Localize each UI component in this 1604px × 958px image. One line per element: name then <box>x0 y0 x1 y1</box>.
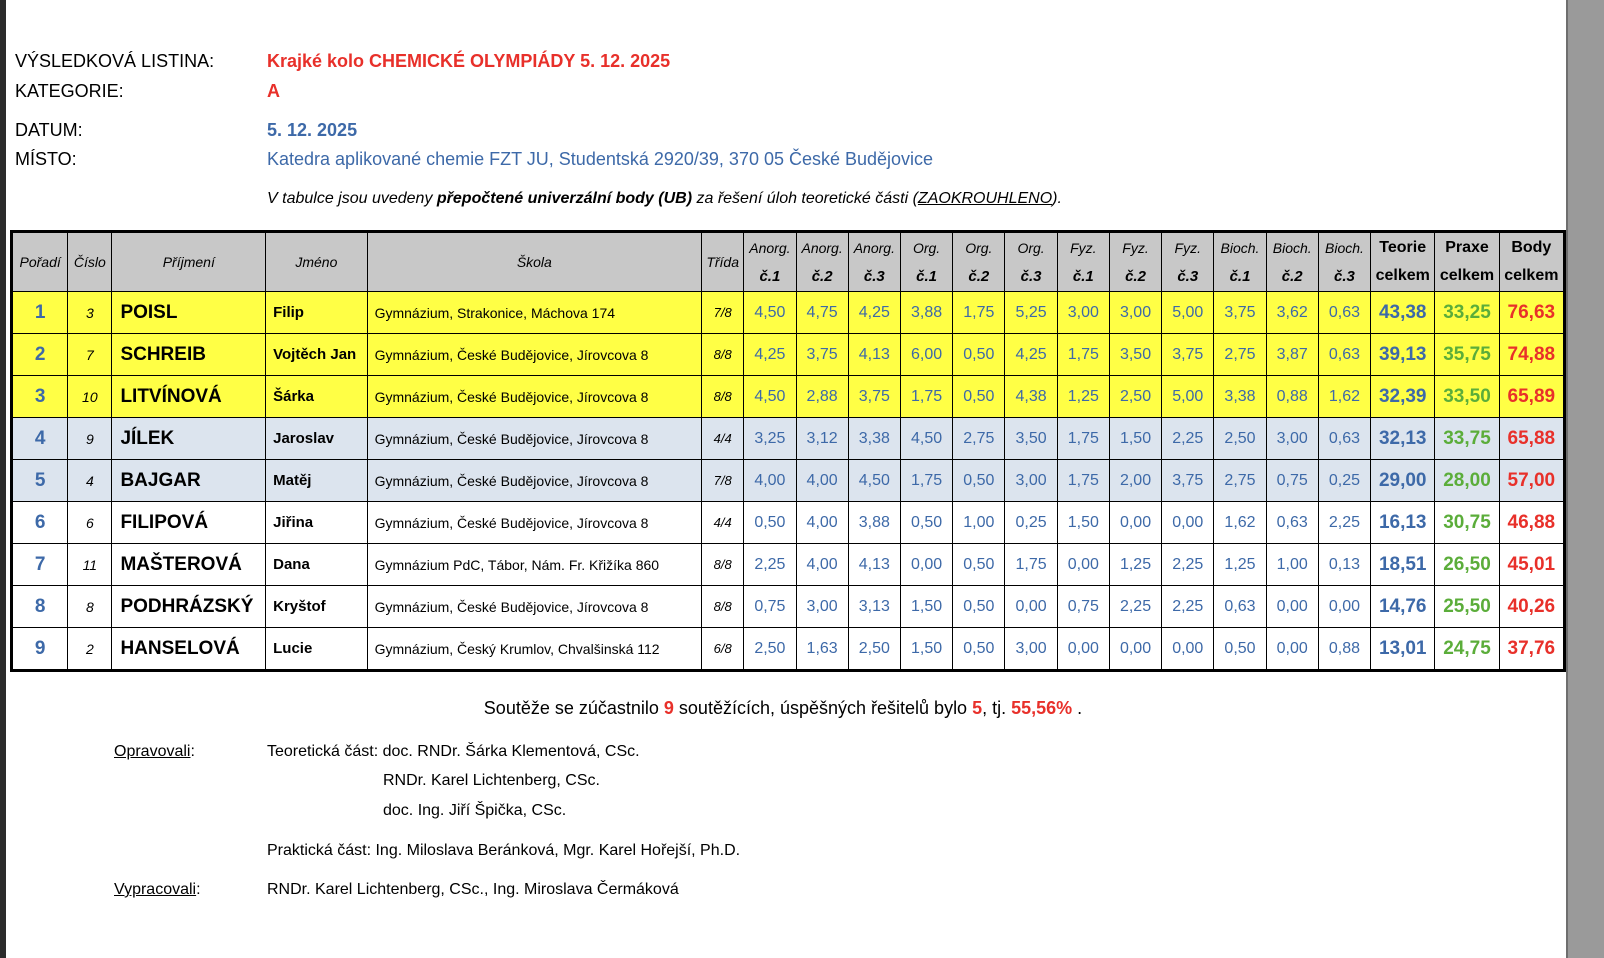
praxe-total-cell: 25,50 <box>1435 586 1499 628</box>
score-cell: 0,88 <box>1266 376 1318 418</box>
score-cell: 1,00 <box>1266 544 1318 586</box>
header-task <box>953 232 1005 292</box>
score-cell: 1,75 <box>1005 544 1057 586</box>
header-cislo: Číslo <box>68 232 112 292</box>
task-top: Fyz. <box>1122 239 1149 256</box>
score-cell: 0,63 <box>1318 292 1370 334</box>
praxe-total-cell: 35,75 <box>1435 334 1499 376</box>
praxe-total-cell: 33,25 <box>1435 292 1499 334</box>
table-row <box>12 334 1565 376</box>
score-cell: 0,00 <box>1005 586 1057 628</box>
score-cell: 2,25 <box>1109 586 1161 628</box>
listina-value: Krajké kolo CHEMICKÉ OLYMPIÁDY 5. 12. 2025 <box>267 51 671 71</box>
cislo-cell: 10 <box>68 376 112 418</box>
body-bottom: celkem <box>1504 267 1559 284</box>
class-cell: 8/8 <box>702 544 744 586</box>
score-cell: 0,63 <box>1318 334 1370 376</box>
score-cell: 4,50 <box>744 376 796 418</box>
listina-label: VÝSLEDKOVÁ LISTINA: <box>15 51 215 71</box>
vypracovali-label <box>114 881 201 899</box>
cislo-cell: 3 <box>68 292 112 334</box>
score-cell: 3,25 <box>744 418 796 460</box>
school-cell: Gymnázium, České Budějovice, Jírovcova 8 <box>367 334 702 376</box>
table-row <box>12 376 1565 418</box>
school-cell: Gymnázium, České Budějovice, Jírovcova 8 <box>367 418 702 460</box>
score-cell: 3,00 <box>1057 292 1109 334</box>
surname-cell: HANSELOVÁ <box>112 628 266 671</box>
score-cell: 3,75 <box>848 376 900 418</box>
page-left-edge <box>0 0 6 958</box>
header-skola: Škola <box>367 232 702 292</box>
task-top: Org. <box>965 239 993 256</box>
score-cell: 2,50 <box>1214 418 1266 460</box>
score-cell: 3,75 <box>796 334 848 376</box>
opravovali-label <box>114 743 195 761</box>
surname-cell: SCHREIB <box>112 334 266 376</box>
table-row <box>12 460 1565 502</box>
table-body <box>12 292 1565 671</box>
kategorie-label: KATEGORIE: <box>15 81 124 101</box>
task-top: Org. <box>912 239 941 256</box>
task-bottom: č.3 <box>1177 267 1199 285</box>
score-cell: 4,50 <box>848 460 900 502</box>
score-cell: 5,25 <box>1005 292 1057 334</box>
task-top: Anorg. <box>749 239 791 256</box>
score-cell: 0,63 <box>1214 586 1266 628</box>
score-cell: 3,00 <box>1109 292 1161 334</box>
score-cell: 0,50 <box>953 544 1005 586</box>
score-cell: 4,00 <box>744 460 796 502</box>
class-cell: 4/4 <box>702 418 744 460</box>
score-cell: 3,88 <box>848 502 900 544</box>
score-cell: 5,00 <box>1162 292 1214 334</box>
first-name-cell: Kryštof <box>266 586 367 628</box>
body-total-cell: 76,63 <box>1499 292 1564 334</box>
table-note <box>267 190 1062 208</box>
score-cell: 2,50 <box>1109 376 1161 418</box>
school-cell: Gymnázium, Český Krumlov, Chvalšinská 112 <box>367 628 702 671</box>
header-task <box>1057 232 1109 292</box>
score-cell: 2,88 <box>796 376 848 418</box>
task-bottom: č.2 <box>811 267 833 285</box>
school-cell: Gymnázium PdC, Tábor, Nám. Fr. Křižíka 860 <box>367 544 702 586</box>
praxe-total-cell: 28,00 <box>1435 460 1499 502</box>
score-cell: 0,75 <box>1057 586 1109 628</box>
task-bottom: č.3 <box>1334 267 1355 285</box>
score-cell: 0,00 <box>900 544 952 586</box>
task-top: Bioch. <box>1272 239 1312 256</box>
rank-cell: 2 <box>12 334 68 376</box>
teorie-top: Teorie <box>1379 239 1427 256</box>
viewer-background <box>1568 0 1604 958</box>
score-cell: 3,75 <box>1162 334 1214 376</box>
score-cell: 1,63 <box>796 628 848 671</box>
vypracovali-colon: : <box>196 881 201 898</box>
surname-cell: MAŠTEROVÁ <box>112 544 266 586</box>
score-cell: 6,00 <box>900 334 952 376</box>
surname-cell: LITVÍNOVÁ <box>112 376 266 418</box>
teorie-total-cell: 16,13 <box>1371 502 1435 544</box>
praxe-total-cell: 33,50 <box>1435 376 1499 418</box>
score-cell: 3,50 <box>1005 418 1057 460</box>
teorie-total-cell: 43,38 <box>1371 292 1435 334</box>
cislo-cell: 4 <box>68 460 112 502</box>
opravovali-text: Opravovali <box>114 743 191 760</box>
score-cell: 1,25 <box>1109 544 1161 586</box>
table-row <box>12 292 1565 334</box>
teoreticka-line-1: Teoretická část: doc. RNDr. Šárka Klementová, CSc. <box>267 743 640 760</box>
table-row <box>12 418 1565 460</box>
score-cell: 1,75 <box>1057 418 1109 460</box>
score-cell: 3,00 <box>1005 460 1057 502</box>
score-cell: 4,38 <box>1005 376 1057 418</box>
score-cell: 0,88 <box>1318 628 1370 671</box>
score-cell: 3,75 <box>1162 460 1214 502</box>
school-cell: Gymnázium, Strakonice, Máchova 174 <box>367 292 702 334</box>
score-cell: 4,00 <box>796 544 848 586</box>
score-cell: 2,75 <box>1214 334 1266 376</box>
score-cell: 0,50 <box>1214 628 1266 671</box>
score-cell: 0,00 <box>1162 628 1214 671</box>
header-trida: Třída <box>702 232 744 292</box>
header-task <box>900 232 952 292</box>
praxe-total-cell: 30,75 <box>1435 502 1499 544</box>
body-total-cell: 46,88 <box>1499 502 1564 544</box>
score-cell: 0,00 <box>1109 502 1161 544</box>
class-cell: 4/4 <box>702 502 744 544</box>
successful-count: 5 <box>972 698 983 718</box>
score-cell: 3,87 <box>1266 334 1318 376</box>
cislo-cell: 8 <box>68 586 112 628</box>
first-name-cell: Lucie <box>266 628 367 671</box>
task-top: Bioch. <box>1325 239 1364 256</box>
rank-cell: 7 <box>12 544 68 586</box>
table-row <box>12 628 1565 671</box>
score-cell: 0,00 <box>1162 502 1214 544</box>
score-cell: 1,75 <box>1057 334 1109 376</box>
score-cell: 0,00 <box>1266 628 1318 671</box>
school-cell: Gymnázium, České Budějovice, Jírovcova 8 <box>367 460 702 502</box>
summary-part2: soutěžících, úspěšných řešitelů bylo <box>673 698 973 718</box>
school-cell: Gymnázium, České Budějovice, Jírovcova 8 <box>367 376 702 418</box>
body-total-cell: 40,26 <box>1499 586 1564 628</box>
datum-value: 5. 12. 2025 <box>267 120 358 140</box>
misto-label: MÍSTO: <box>15 149 77 169</box>
score-cell: 0,75 <box>1266 460 1318 502</box>
prakticka-line: Praktická část: Ing. Miloslava Beránková, Mgr. Karel Hořejší, Ph.D. <box>267 842 741 859</box>
score-cell: 0,75 <box>744 586 796 628</box>
body-total-cell: 65,89 <box>1499 376 1564 418</box>
rank-cell: 5 <box>12 460 68 502</box>
summary-part3: , tj. <box>982 698 1012 718</box>
body-total-cell: 74,88 <box>1499 334 1564 376</box>
score-cell: 5,00 <box>1162 376 1214 418</box>
task-bottom: č.2 <box>1281 267 1303 285</box>
header-poradi: Pořadí <box>12 232 68 292</box>
score-cell: 0,50 <box>744 502 796 544</box>
rank-cell: 4 <box>12 418 68 460</box>
vypracovali-value: RNDr. Karel Lichtenberg, CSc., Ing. Miroslava Čermáková <box>267 881 679 898</box>
success-percent: 55,56% <box>1011 698 1073 718</box>
header-task <box>1266 232 1318 292</box>
score-cell: 0,00 <box>1057 544 1109 586</box>
teorie-total-cell: 18,51 <box>1371 544 1435 586</box>
task-top: Anorg. <box>853 239 895 256</box>
score-cell: 3,88 <box>900 292 952 334</box>
score-cell: 3,50 <box>1109 334 1161 376</box>
header-row <box>12 232 1565 292</box>
body-total-cell: 57,00 <box>1499 460 1564 502</box>
teorie-total-cell: 14,76 <box>1371 586 1435 628</box>
score-cell: 4,50 <box>900 418 952 460</box>
score-cell: 1,62 <box>1318 376 1370 418</box>
score-cell: 1,50 <box>900 628 952 671</box>
summary-line <box>0 698 1566 719</box>
score-cell: 4,50 <box>744 292 796 334</box>
school-cell: Gymnázium, České Budějovice, Jírovcova 8 <box>367 586 702 628</box>
task-top: Org. <box>1017 239 1045 256</box>
school-cell: Gymnázium, České Budějovice, Jírovcova 8 <box>367 502 702 544</box>
body-total-cell: 65,88 <box>1499 418 1564 460</box>
score-cell: 0,00 <box>1109 628 1161 671</box>
task-top: Fyz. <box>1174 239 1201 256</box>
rank-cell: 3 <box>12 376 68 418</box>
teoreticka-line-2: RNDr. Karel Lichtenberg, CSc. <box>383 772 600 789</box>
surname-cell: FILIPOVÁ <box>112 502 266 544</box>
note-part1: V tabulce jsou uvedeny <box>267 190 437 207</box>
score-cell: 3,00 <box>1266 418 1318 460</box>
body-total-cell: 37,76 <box>1499 628 1564 671</box>
score-cell: 1,75 <box>953 292 1005 334</box>
first-name-cell: Jiřina <box>266 502 367 544</box>
score-cell: 1,62 <box>1214 502 1266 544</box>
first-name-cell: Filip <box>266 292 367 334</box>
score-cell: 4,13 <box>848 334 900 376</box>
results-table <box>10 230 1566 672</box>
score-cell: 2,50 <box>848 628 900 671</box>
class-cell: 8/8 <box>702 376 744 418</box>
datum-label: DATUM: <box>15 120 83 140</box>
score-cell: 2,25 <box>1162 586 1214 628</box>
first-name-cell: Dana <box>266 544 367 586</box>
praxe-total-cell: 24,75 <box>1435 628 1499 671</box>
teorie-total-cell: 29,00 <box>1371 460 1435 502</box>
score-cell: 4,25 <box>848 292 900 334</box>
score-cell: 1,75 <box>900 460 952 502</box>
score-cell: 4,13 <box>848 544 900 586</box>
task-top: Bioch. <box>1220 239 1260 256</box>
score-cell: 0,13 <box>1318 544 1370 586</box>
score-cell: 4,00 <box>796 460 848 502</box>
score-cell: 1,50 <box>900 586 952 628</box>
teorie-total-cell: 39,13 <box>1371 334 1435 376</box>
score-cell: 2,25 <box>744 544 796 586</box>
score-cell: 1,00 <box>953 502 1005 544</box>
teorie-total-cell: 32,39 <box>1371 376 1435 418</box>
first-name-cell: Šárka <box>266 376 367 418</box>
header-task <box>848 232 900 292</box>
header-task <box>796 232 848 292</box>
score-cell: 0,50 <box>900 502 952 544</box>
cislo-cell: 9 <box>68 418 112 460</box>
score-cell: 2,75 <box>953 418 1005 460</box>
score-cell: 3,00 <box>1005 628 1057 671</box>
teoreticka-line-3: doc. Ing. Jiří Špička, CSc. <box>383 802 567 819</box>
first-name-cell: Jaroslav <box>266 418 367 460</box>
header-body <box>1499 232 1564 292</box>
score-cell: 0,50 <box>953 460 1005 502</box>
task-top: Anorg. <box>801 239 843 256</box>
header-task <box>1109 232 1161 292</box>
surname-cell: PODHRÁZSKÝ <box>112 586 266 628</box>
task-bottom: č.1 <box>1072 267 1094 285</box>
table-row <box>12 502 1565 544</box>
score-cell: 1,25 <box>1214 544 1266 586</box>
rank-cell: 9 <box>12 628 68 671</box>
score-cell: 0,50 <box>953 586 1005 628</box>
score-cell: 1,75 <box>900 376 952 418</box>
score-cell: 2,75 <box>1214 460 1266 502</box>
body-total-cell: 45,01 <box>1499 544 1564 586</box>
note-part5: ). <box>1052 190 1062 207</box>
score-cell: 1,75 <box>1057 460 1109 502</box>
task-top: Fyz. <box>1070 239 1097 256</box>
score-cell: 3,75 <box>1214 292 1266 334</box>
rank-cell: 1 <box>12 292 68 334</box>
score-cell: 1,25 <box>1057 376 1109 418</box>
header-task <box>1162 232 1214 292</box>
rank-cell: 8 <box>12 586 68 628</box>
body-top: Body <box>1511 239 1552 256</box>
note-part4: ZAOKROUHLENO <box>917 190 1053 207</box>
cislo-cell: 2 <box>68 628 112 671</box>
header-task <box>1214 232 1266 292</box>
score-cell: 0,50 <box>953 376 1005 418</box>
score-cell: 0,63 <box>1266 502 1318 544</box>
header-teorie <box>1371 232 1435 292</box>
header-praxe <box>1435 232 1499 292</box>
teorie-total-cell: 32,13 <box>1371 418 1435 460</box>
task-bottom: č.2 <box>968 267 990 285</box>
score-cell: 0,50 <box>953 628 1005 671</box>
cislo-cell: 11 <box>68 544 112 586</box>
first-name-cell: Vojtěch Jan <box>266 334 367 376</box>
score-cell: 0,25 <box>1318 460 1370 502</box>
score-cell: 1,50 <box>1057 502 1109 544</box>
surname-cell: BAJGAR <box>112 460 266 502</box>
header-task <box>1005 232 1057 292</box>
header-jmeno: Jméno <box>266 232 367 292</box>
task-bottom: č.2 <box>1125 267 1146 285</box>
header-prijmeni: Příjmení <box>112 232 266 292</box>
note-part3: za řešení úloh teoretické části ( <box>692 190 918 207</box>
class-cell: 7/8 <box>702 460 744 502</box>
table-header <box>12 232 1565 292</box>
header-task <box>1318 232 1370 292</box>
score-cell: 0,00 <box>1057 628 1109 671</box>
note-part2: přepočtené univerzální body (UB) <box>436 190 693 207</box>
score-cell: 2,25 <box>1162 418 1214 460</box>
kategorie-value: A <box>267 81 280 101</box>
score-cell: 3,13 <box>848 586 900 628</box>
surname-cell: JÍLEK <box>112 418 266 460</box>
vypracovali-text: Vypracovali <box>114 881 197 898</box>
score-cell: 3,38 <box>848 418 900 460</box>
score-cell: 0,00 <box>1318 586 1370 628</box>
teorie-bottom: celkem <box>1375 267 1430 284</box>
task-bottom: č.3 <box>1020 267 1042 285</box>
score-cell: 2,25 <box>1162 544 1214 586</box>
first-name-cell: Matěj <box>266 460 367 502</box>
misto-value: Katedra aplikované chemie FZT JU, Studentská 2920/39, 370 05 České Budějovice <box>267 149 934 169</box>
score-cell: 0,00 <box>1266 586 1318 628</box>
task-bottom: č.1 <box>916 267 938 285</box>
score-cell: 3,38 <box>1214 376 1266 418</box>
table-row <box>12 544 1565 586</box>
praxe-top: Praxe <box>1445 239 1489 256</box>
summary-part4: . <box>1072 698 1083 718</box>
score-cell: 4,00 <box>796 502 848 544</box>
praxe-total-cell: 26,50 <box>1435 544 1499 586</box>
score-cell: 2,25 <box>1318 502 1370 544</box>
table-row <box>12 586 1565 628</box>
task-bottom: č.3 <box>863 267 885 285</box>
score-cell: 4,75 <box>796 292 848 334</box>
score-cell: 0,63 <box>1318 418 1370 460</box>
class-cell: 8/8 <box>702 586 744 628</box>
score-cell: 3,12 <box>796 418 848 460</box>
score-cell: 2,50 <box>744 628 796 671</box>
task-bottom: č.1 <box>759 267 781 285</box>
opravovali-colon: : <box>190 743 195 760</box>
summary-part1: Soutěže se zúčastnilo <box>483 698 664 718</box>
task-bottom: č.1 <box>1229 267 1251 285</box>
score-cell: 0,25 <box>1005 502 1057 544</box>
class-cell: 7/8 <box>702 292 744 334</box>
score-cell: 4,25 <box>1005 334 1057 376</box>
praxe-bottom: celkem <box>1439 267 1495 284</box>
score-cell: 3,00 <box>796 586 848 628</box>
participants-count: 9 <box>663 698 674 718</box>
rank-cell: 6 <box>12 502 68 544</box>
score-cell: 0,50 <box>953 334 1005 376</box>
score-cell: 3,62 <box>1266 292 1318 334</box>
cislo-cell: 6 <box>68 502 112 544</box>
score-cell: 2,00 <box>1109 460 1161 502</box>
surname-cell: POISL <box>112 292 266 334</box>
teorie-total-cell: 13,01 <box>1371 628 1435 671</box>
cislo-cell: 7 <box>68 334 112 376</box>
score-cell: 1,50 <box>1109 418 1161 460</box>
class-cell: 8/8 <box>702 334 744 376</box>
class-cell: 6/8 <box>702 628 744 671</box>
score-cell: 4,25 <box>744 334 796 376</box>
praxe-total-cell: 33,75 <box>1435 418 1499 460</box>
header-task <box>744 232 796 292</box>
